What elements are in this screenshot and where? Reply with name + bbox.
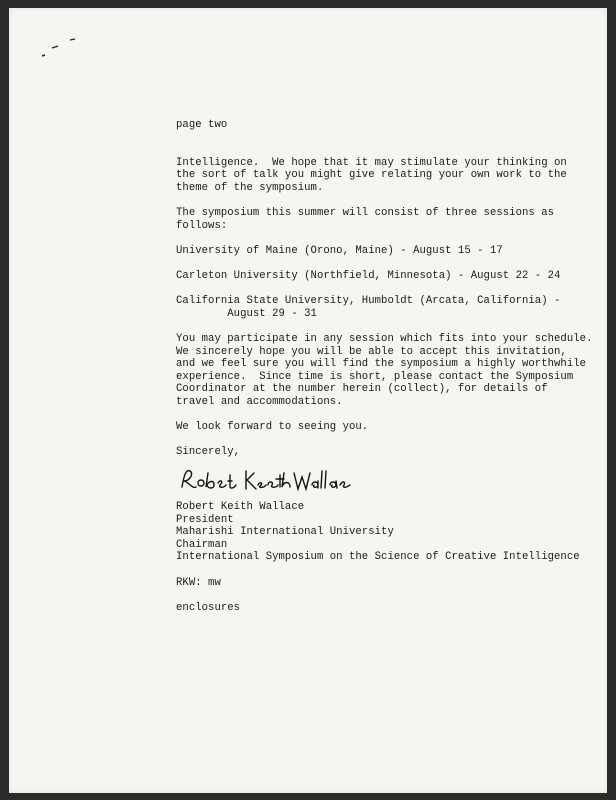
session-item: University of Maine (Orono, Maine) - August 15 - 17: [176, 244, 503, 257]
enclosures-note: enclosures: [176, 601, 241, 614]
signer-block: [176, 501, 596, 564]
text-line: Coordinator at the number herein (collect), for details of: [176, 383, 548, 396]
text-line: August 29 - 31: [176, 307, 317, 320]
text-line: follows:: [176, 219, 228, 232]
text-line: We sincerely hope you will be able to accept this invitation,: [176, 345, 567, 358]
reference-initials: RKW: mw: [176, 576, 221, 589]
signer-organization: Maharishi International University: [176, 526, 394, 539]
closing-line: We look forward to seeing you.: [176, 421, 369, 434]
stray-pen-marks: [34, 30, 94, 70]
letter-page: [9, 8, 607, 793]
signer-title: President: [176, 513, 234, 526]
text-line: Intelligence. We hope that it may stimulate your thinking on: [176, 156, 567, 169]
text-line: You may participate in any session which fits into your schedule.: [176, 333, 593, 346]
paragraph-intro: [176, 157, 596, 195]
session-item: [176, 295, 596, 320]
text-line: and we feel sure you will find the symposium a highly worthwhile: [176, 358, 587, 371]
paragraph-participation: [176, 333, 596, 409]
paragraph-sessions-intro: [176, 207, 596, 232]
text-line: California State University, Humboldt (Arcata, California) -: [176, 295, 561, 308]
page-header: page two: [176, 119, 228, 131]
signer-organization: International Symposium on the Science of Creative Intelligence: [176, 551, 580, 564]
text-line: The symposium this summer will consist of three sessions as: [176, 207, 555, 220]
letter-body: [176, 119, 596, 614]
session-item: Carleton University (Northfield, Minnesota) - August 22 - 24: [176, 270, 561, 283]
text-line: travel and accommodations.: [176, 396, 343, 409]
signer-title: Chairman: [176, 538, 228, 551]
signer-name: Robert Keith Wallace: [176, 501, 305, 514]
handwritten-signature: [176, 463, 596, 493]
salutation: Sincerely,: [176, 446, 241, 459]
text-line: experience. Since time is short, please contact the Symposium: [176, 370, 574, 383]
text-line: the sort of talk you might give relating your own work to the: [176, 169, 567, 182]
text-line: theme of the symposium.: [176, 181, 324, 194]
